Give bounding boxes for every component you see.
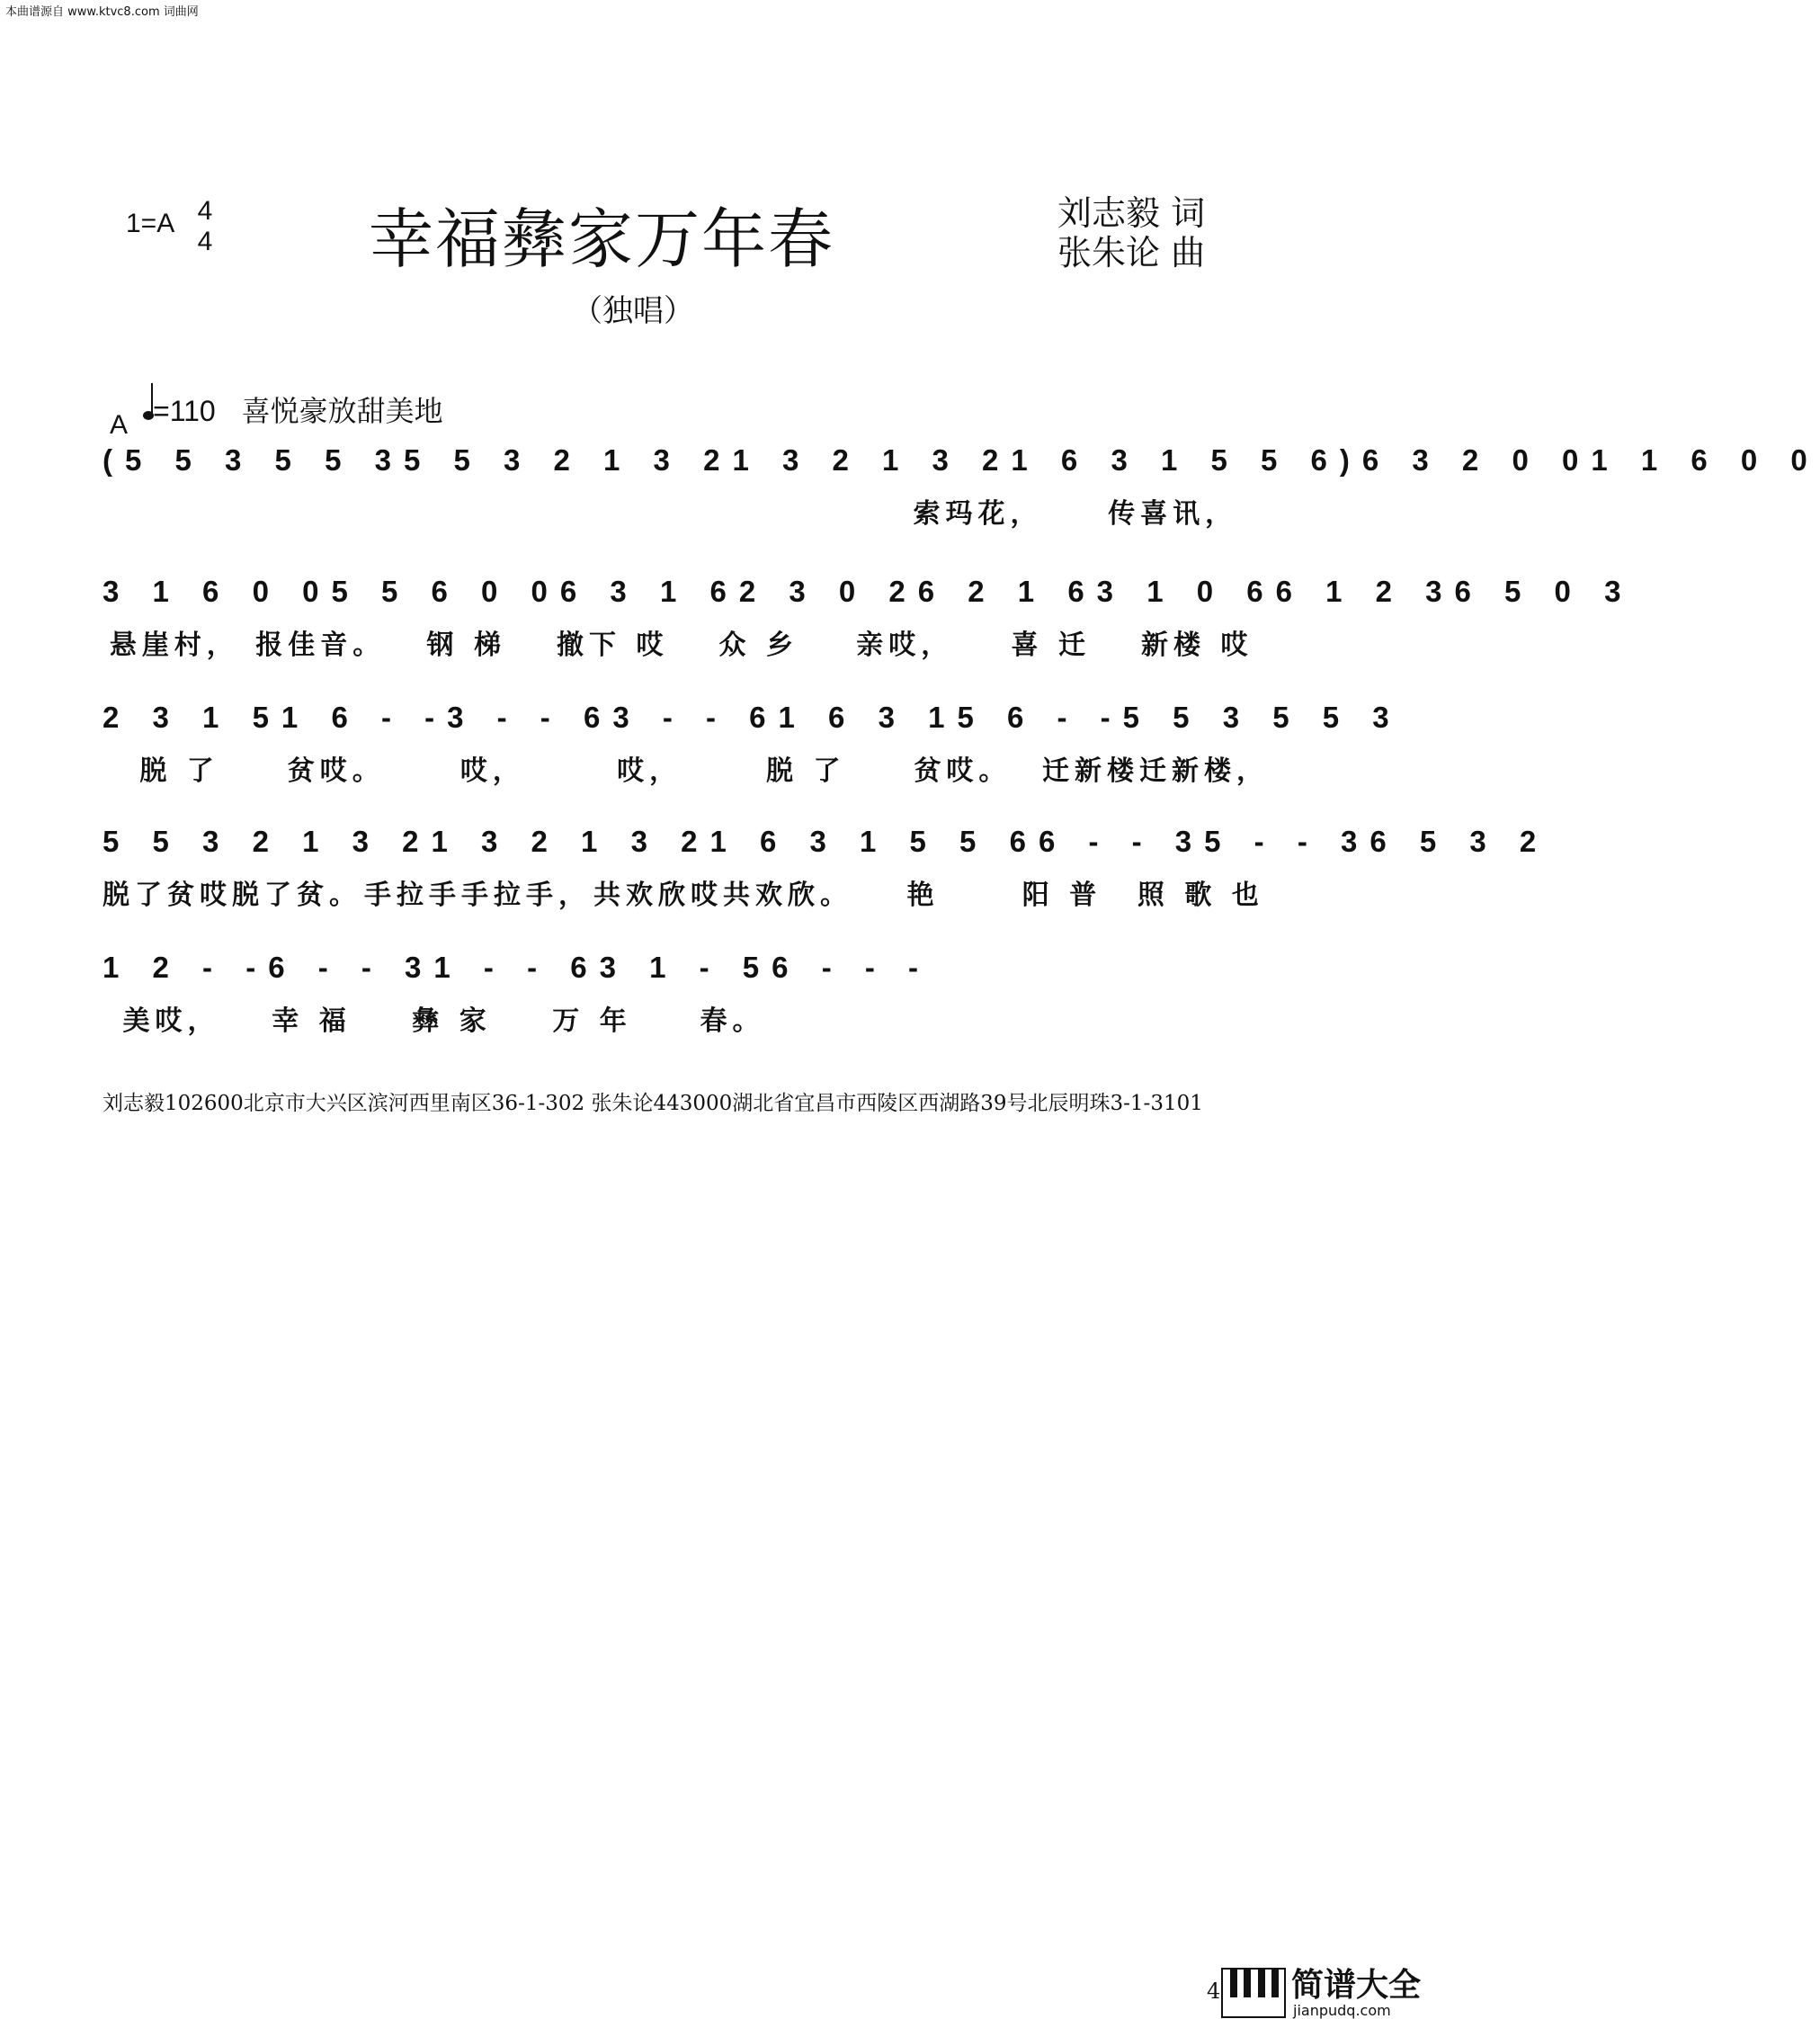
measure: 5 5 3 2 1 3 2	[103, 825, 432, 858]
measure: 5 6 - -	[957, 701, 1123, 734]
measure: 6 2 1 6	[917, 575, 1097, 608]
lyric-segment: 脱 了	[766, 755, 846, 787]
measure: 5 5 6 0 0	[331, 575, 560, 608]
measure: 6 1 2 3	[1275, 575, 1455, 608]
measure: 1 3 2 1 3 2	[431, 825, 710, 858]
measure: 3 - - 6	[447, 701, 613, 734]
score-row	[103, 567, 1634, 667]
lyric-segment: 脱了贫哎脱了贫。	[103, 880, 361, 911]
measure: 6 3 2 0 0	[1361, 443, 1592, 477]
lyric-segment: 春。	[700, 1005, 765, 1037]
measure: 5 - - 3	[1204, 825, 1370, 858]
lyrics-line	[103, 872, 1271, 912]
lyric-segment: 贫哎。	[287, 755, 385, 787]
lyrics-line	[103, 748, 1271, 788]
measure: (5 5 3 5 5 3	[103, 443, 404, 477]
notes-line	[103, 435, 1820, 486]
lyric-segment: 脱 了	[139, 755, 219, 787]
score-row	[103, 942, 931, 1043]
time-signature-top: 4	[197, 196, 213, 226]
performance-subtitle: （独唱）	[572, 293, 694, 329]
score-row	[103, 435, 1820, 536]
section-mark: A	[110, 410, 129, 440]
page-mark: 4	[1207, 1979, 1221, 2004]
lyric-segment: 阳 普	[1022, 880, 1102, 911]
lyric-segment: 悬崖村，	[109, 630, 239, 661]
measure: 5 5 3 5 5 3	[1122, 701, 1402, 734]
lyric-segment: 万 年	[552, 1005, 632, 1037]
lyric-segment: 撤下 哎	[557, 630, 669, 661]
lyric-segment: 迁新楼迁新楼，	[1042, 755, 1270, 787]
measure: 6 5 3 2	[1369, 825, 1549, 858]
time-signature	[192, 196, 218, 257]
lyric-segment: 美哎，	[122, 1005, 220, 1037]
lyric-segment: 手拉手手拉手，	[364, 880, 591, 911]
measure: 5 5 3 2 1 3 2	[403, 443, 733, 477]
lyric-segment: 幸 福	[272, 1005, 352, 1037]
key-signature: 1=A	[126, 209, 175, 238]
composer-credit: 张朱论 曲	[1057, 233, 1206, 272]
lyric-segment: 照 歌 也	[1137, 880, 1264, 911]
contact-addresses: 刘志毅102600北京市大兴区滨河西里南区36-1-302 张朱论443000湖北省宜昌市西陵区西湖路39号北辰明珠3-1-3101	[103, 1092, 1203, 1115]
measure: 1 2 - -	[103, 951, 269, 984]
tempo-marking	[153, 389, 443, 430]
lyric-segment: 彝 家	[412, 1005, 492, 1037]
lyric-segment: 艳	[906, 880, 940, 911]
lyric-segment: 钢 梯	[426, 630, 506, 661]
expression-marking: 喜悦豪放甜美地	[241, 394, 443, 428]
lyric-segment: 哎，	[459, 755, 525, 787]
lyric-segment: 报佳音。	[255, 630, 386, 661]
score-row	[103, 692, 1402, 793]
measure: 3 1 6 0 0	[103, 575, 332, 608]
logo-text: 简谱大全	[1291, 1967, 1422, 2004]
site-logo	[1221, 1968, 1424, 2018]
lyric-segment: 亲哎，	[856, 630, 954, 661]
song-title: 幸福彝家万年春	[369, 201, 835, 277]
piano-keys-icon	[1221, 1968, 1286, 2018]
lyric-segment: 索玛花，	[913, 498, 1043, 530]
measure: 1 1 6 0 0	[1591, 443, 1820, 477]
notes-line	[103, 942, 931, 993]
measure: 2 3 0 2	[738, 575, 918, 608]
lyric-segment: 喜 迁	[1011, 630, 1091, 661]
tempo-bpm: =110	[153, 395, 216, 427]
measure: 6 - - 3	[1038, 825, 1205, 858]
lyrics-line	[103, 622, 1271, 662]
lyric-segment: 传喜讯，	[1108, 498, 1238, 530]
notes-line	[103, 692, 1402, 743]
measure: 6 - - -	[772, 951, 931, 984]
measure: 6 - - 3	[268, 951, 434, 984]
score-row	[103, 817, 1549, 917]
lyrics-line	[103, 998, 804, 1038]
notes-line	[103, 567, 1634, 617]
measure: 1 6 3 1	[778, 701, 958, 734]
measure: 3 1 0 6	[1096, 575, 1276, 608]
measure: 3 - - 6	[612, 701, 779, 734]
measure: 1 - - 6	[433, 951, 600, 984]
lyrics-line	[103, 491, 1271, 531]
measure: 2 3 1 5	[103, 701, 281, 734]
time-signature-bottom: 4	[197, 227, 213, 256]
lyric-segment: 新楼 哎	[1141, 630, 1253, 661]
logo-url: jianpudq.com	[1293, 2002, 1391, 2019]
measure: 1 6 - -	[281, 701, 448, 734]
lyric-segment: 哎，	[617, 755, 682, 787]
measure: 6 5 0 3	[1454, 575, 1634, 608]
lyric-segment: 众 乡	[718, 630, 798, 661]
measure: 1 3 2 1 3 2	[732, 443, 1012, 477]
measure: 6 3 1 6	[559, 575, 739, 608]
measure: 1 6 3 1 5 5 6)	[1011, 443, 1362, 477]
notes-line	[103, 817, 1549, 867]
lyricist-credit: 刘志毅 词	[1057, 193, 1206, 233]
measure: 1 6 3 1 5 5 6	[709, 825, 1039, 858]
measure: 3 1 - 5	[599, 951, 772, 984]
lyric-segment: 贫哎。	[914, 755, 1012, 787]
source-note: 本曲谱源自 www.ktvc8.com 词曲网	[5, 5, 199, 19]
lyric-segment: 共欢欣哎共欢欣。	[593, 880, 852, 911]
